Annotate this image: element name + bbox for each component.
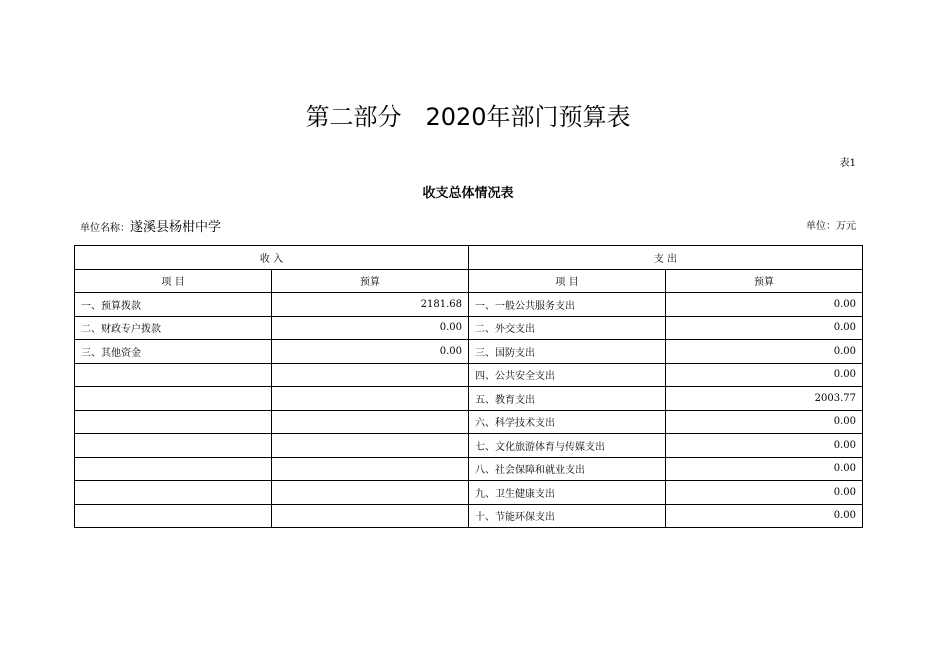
expense-value-cell: 0.00 — [666, 457, 863, 481]
expense-value-cell: 0.00 — [666, 434, 863, 458]
table-row — [75, 434, 863, 458]
unit-measure: 单位：万元 — [806, 221, 856, 232]
income-item-cell — [75, 363, 272, 387]
income-value-cell — [272, 410, 469, 434]
expense-budget-header: 预算 — [666, 269, 863, 293]
income-value-cell: 0.00 — [272, 316, 469, 340]
income-budget-header: 预算 — [272, 269, 469, 293]
table-subtitle: 收支总体情况表 — [422, 186, 514, 201]
expense-value-cell: 0.00 — [666, 481, 863, 505]
expense-item-cell: 九、卫生健康支出 — [469, 481, 666, 505]
income-item-cell — [75, 434, 272, 458]
unit-name-label: 单位名称： — [80, 223, 130, 234]
column-header-row — [75, 269, 863, 293]
expense-item-cell: 一、一般公共服务支出 — [469, 293, 666, 317]
income-value-cell — [272, 457, 469, 481]
income-value-cell — [272, 481, 469, 505]
expense-value-cell: 0.00 — [666, 340, 863, 364]
income-item-header: 项 目 — [75, 269, 272, 293]
income-item-cell: 一、预算拨款 — [75, 293, 272, 317]
expense-item-header: 项 目 — [469, 269, 666, 293]
table-row — [75, 457, 863, 481]
table-row — [75, 387, 863, 411]
budget-table — [74, 245, 863, 528]
expense-value-cell: 0.00 — [666, 316, 863, 340]
income-value-cell: 0.00 — [272, 340, 469, 364]
table-row — [75, 504, 863, 528]
expense-value-cell: 2003.77 — [666, 387, 863, 411]
table-row — [75, 293, 863, 317]
table-row — [75, 481, 863, 505]
table-row — [75, 340, 863, 364]
income-item-cell — [75, 457, 272, 481]
expense-value-cell: 0.00 — [666, 504, 863, 528]
income-item-cell — [75, 410, 272, 434]
table-row — [75, 316, 863, 340]
expense-item-cell: 八、社会保障和就业支出 — [469, 457, 666, 481]
expense-group-header: 支 出 — [469, 246, 863, 270]
table-row — [75, 363, 863, 387]
income-item-cell: 二、财政专户拨款 — [75, 316, 272, 340]
income-item-cell — [75, 504, 272, 528]
expense-value-cell: 0.00 — [666, 363, 863, 387]
income-group-header: 收 入 — [75, 246, 469, 270]
budget-table-body — [75, 246, 863, 528]
expense-value-cell: 0.00 — [666, 293, 863, 317]
income-value-cell — [272, 504, 469, 528]
income-value-cell — [272, 387, 469, 411]
group-header-row — [75, 246, 863, 270]
expense-item-cell: 五、教育支出 — [469, 387, 666, 411]
unit-name-value: 遂溪县杨柑中学 — [130, 220, 222, 235]
expense-item-cell: 二、外交支出 — [469, 316, 666, 340]
expense-item-cell: 三、国防支出 — [469, 340, 666, 364]
page-title: 第二部分 2020年部门预算表 — [305, 103, 631, 131]
income-item-cell: 三、其他资金 — [75, 340, 272, 364]
income-item-cell — [75, 481, 272, 505]
income-item-cell — [75, 387, 272, 411]
income-value-cell — [272, 434, 469, 458]
expense-value-cell: 0.00 — [666, 410, 863, 434]
expense-item-cell: 六、科学技术支出 — [469, 410, 666, 434]
income-value-cell — [272, 363, 469, 387]
unit-name — [80, 220, 221, 237]
expense-item-cell: 七、文化旅游体育与传媒支出 — [469, 434, 666, 458]
expense-item-cell: 十、节能环保支出 — [469, 504, 666, 528]
table-number: 表1 — [839, 158, 856, 169]
table-row — [75, 410, 863, 434]
expense-item-cell: 四、公共安全支出 — [469, 363, 666, 387]
income-value-cell: 2181.68 — [272, 293, 469, 317]
